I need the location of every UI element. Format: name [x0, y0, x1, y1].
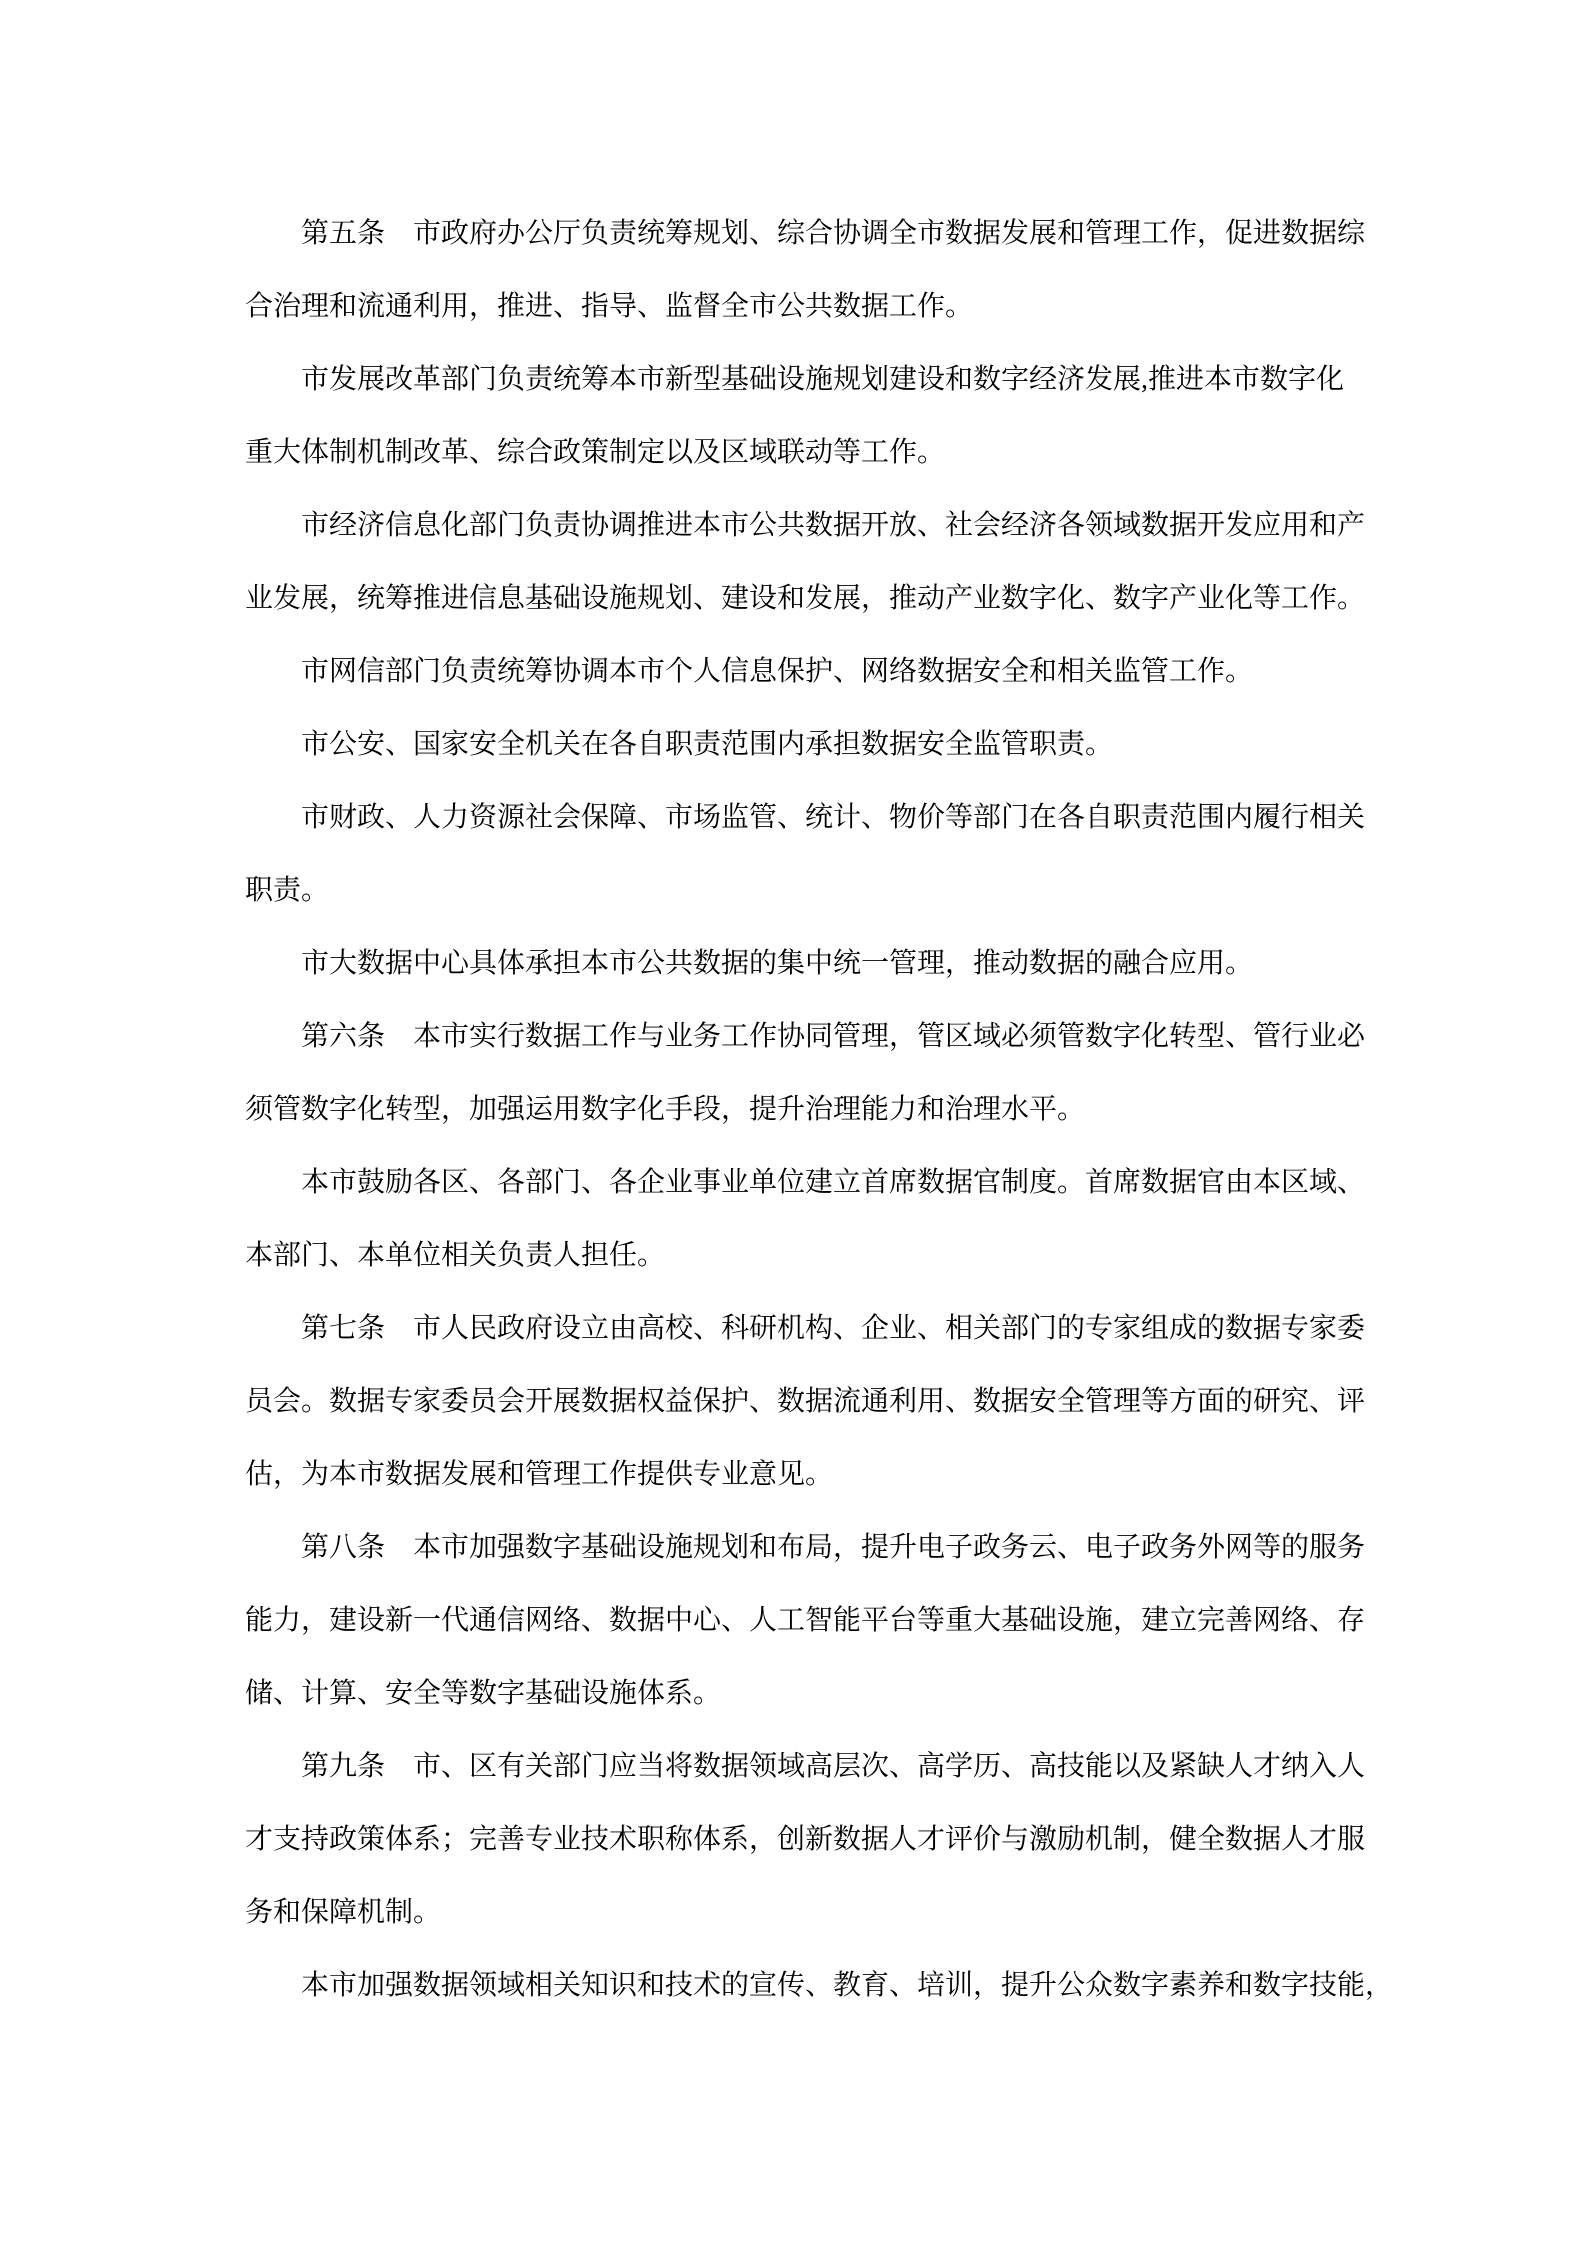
article-8-digital-infrastructure-line-2: 能力，建设新一代通信网络、数据中心、人工智能平台等重大基础设施，建立完善网络、存	[245, 1605, 1366, 1636]
article-9-data-talent-line-3: 务和保障机制。	[245, 1897, 442, 1928]
article-9-data-talent-line-2: 才支持政策体系；完善专业技术职称体系，创新数据人才评价与激励机制，健全数据人才服	[245, 1824, 1366, 1855]
article-5-duties-general-office-line-1: 第五条 市政府办公厅负责统筹规划、综合协调全市数据发展和管理工作，促进数据综	[301, 218, 1366, 249]
article-6-collaborative-management-line-2: 须管数字化转型，加强运用数字化手段，提升治理能力和治理水平。	[245, 1094, 1086, 1125]
article-8-digital-infrastructure-line-3: 储、计算、安全等数字基础设施体系。	[245, 1678, 722, 1709]
chief-data-officer-system-line-2: 本部门、本单位相关负责人担任。	[245, 1240, 666, 1271]
article-9-data-talent-line-1: 第九条 市、区有关部门应当将数据领域高层次、高学历、高技能以及紧缺人才纳入人	[301, 1751, 1366, 1782]
chief-data-officer-system-line-1: 本市鼓励各区、各部门、各企业事业单位建立首席数据官制度。首席数据官由本区域、	[301, 1167, 1366, 1198]
duties-big-data-center-line-1: 市大数据中心具体承担本市公共数据的集中统一管理，推动数据的融合应用。	[301, 948, 1254, 979]
duties-other-departments-line-1: 市财政、人力资源社会保障、市场监管、统计、物价等部门在各自职责范围内履行相关	[301, 802, 1366, 833]
duties-development-reform-dept-line-2: 重大体制机制改革、综合政策制定以及区域联动等工作。	[245, 437, 946, 468]
duties-cyberspace-dept-line-1: 市网信部门负责统筹协调本市个人信息保护、网络数据安全和相关监管工作。	[301, 656, 1254, 687]
article-7-expert-committee-line-1: 第七条 市人民政府设立由高校、科研机构、企业、相关部门的专家组成的数据专家委	[301, 1313, 1366, 1344]
duties-development-reform-dept-line-1: 市发展改革部门负责统筹本市新型基础设施规划建设和数字经济发展,推进本市数字化	[301, 364, 1345, 395]
article-7-expert-committee-line-2: 员会。数据专家委员会开展数据权益保护、数据流通利用、数据安全管理等方面的研究、评	[245, 1386, 1366, 1417]
article-6-collaborative-management-line-1: 第六条 本市实行数据工作与业务工作协同管理，管区域必须管数字化转型、管行业必	[301, 1021, 1366, 1052]
digital-literacy-promotion-line-1: 本市加强数据领域相关知识和技术的宣传、教育、培训，提升公众数字素养和数字技能，	[301, 1970, 1394, 2001]
duties-public-national-security-line-1: 市公安、国家安全机关在各自职责范围内承担数据安全监管职责。	[301, 729, 1114, 760]
document-text	[245, 197, 1394, 2022]
duties-economy-informatization-dept-line-1: 市经济信息化部门负责协调推进本市公共数据开放、社会经济各领域数据开发应用和产	[301, 510, 1366, 541]
article-7-expert-committee-line-3: 估，为本市数据发展和管理工作提供专业意见。	[245, 1459, 834, 1490]
duties-economy-informatization-dept-line-2: 业发展，统筹推进信息基础设施规划、建设和发展，推动产业数字化、数字产业化等工作。	[245, 583, 1366, 614]
article-8-digital-infrastructure-line-1: 第八条 本市加强数字基础设施规划和布局，提升电子政务云、电子政务外网等的服务	[301, 1532, 1366, 1563]
duties-other-departments-line-2: 职责。	[245, 875, 330, 906]
article-5-duties-general-office-line-2: 合治理和流通利用，推进、指导、监督全市公共数据工作。	[245, 291, 974, 322]
